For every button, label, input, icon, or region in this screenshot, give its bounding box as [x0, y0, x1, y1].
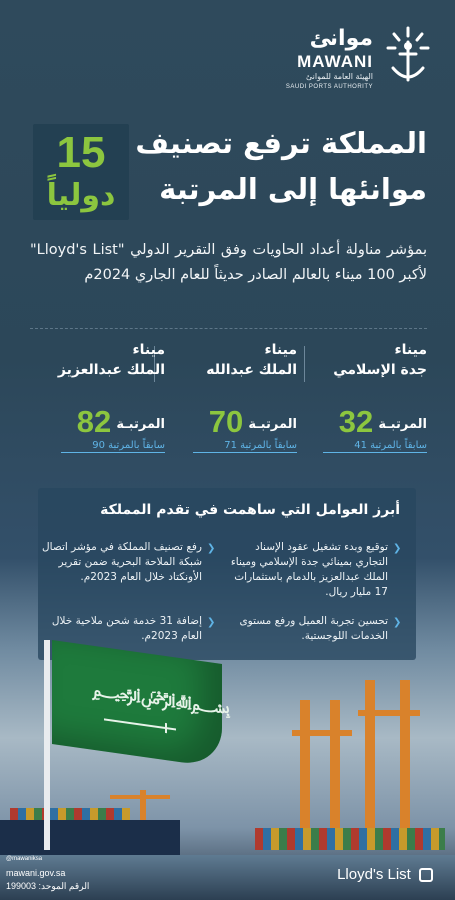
ship [0, 820, 180, 858]
rank-value: 70 [208, 404, 244, 439]
crane-beam [358, 710, 420, 716]
previous-rank: سابقاً بالمرتبة 71 [193, 440, 297, 453]
factors-title: أبرز العوامل التي ساهمت في تقدم المملكة [100, 502, 400, 518]
rank-word: دولياً [46, 178, 116, 213]
chevron-icon: ❯ [207, 617, 216, 628]
chevron-icon: ❯ [393, 617, 402, 628]
port-jeddah-name: ميناء جدة الإسلامي [333, 342, 427, 378]
factors-panel [38, 488, 416, 660]
logo-english: MAWANI [297, 52, 373, 71]
social-handle: @mawaniksa [6, 856, 43, 862]
unified-number: الرقم الموحد: 199003 [6, 881, 90, 891]
rank-label: المرتبـة [248, 417, 297, 432]
website-url[interactable]: mawani.gov.sa [6, 868, 66, 878]
mawani-logo [221, 24, 431, 94]
headline-line-2: موانئها إلى المرتبة [159, 172, 427, 206]
factor-item: تحسين تجربة العميل ورفع مستوى الخدمات اللوجستية. [239, 615, 388, 642]
port-king-abdulaziz-rank [35, 400, 165, 453]
source-name: Lloyd's List [337, 866, 411, 883]
port-king-abdullah-name: ميناء الملك عبدالله [206, 342, 297, 378]
logo-arabic: موانئ [309, 26, 373, 51]
rank-value: 82 [76, 404, 112, 439]
rank-value: 32 [338, 404, 374, 439]
crane-beam [292, 730, 352, 736]
chevron-icon: ❯ [393, 543, 402, 554]
container-stacks [255, 828, 445, 850]
rank-number: 15 [56, 128, 106, 177]
port-king-abdulaziz-name: ميناء الملك عبدالعزيز [57, 342, 165, 378]
crane [400, 680, 410, 850]
factor-item: توقيع وبدء تشغيل عقود الإسناد التجاري بمينائي جدة الإسلامي وميناء الملك عبدالعزيز بالدمام باستثمارات 17 مليار ريال. [230, 541, 388, 598]
port-king-abdullah-rank [167, 400, 297, 453]
rank-label: المرتبـة [116, 417, 165, 432]
lloyds-arrow-icon [419, 868, 433, 882]
rank-label: المرتبـة [378, 417, 427, 432]
headline-line-1: المملكة ترفع تصنيف [135, 126, 427, 160]
chevron-icon: ❯ [207, 543, 216, 554]
previous-rank: سابقاً بالمرتبة 90 [61, 440, 165, 453]
rank-badge [33, 124, 129, 220]
crane [365, 680, 375, 850]
factor-item: إضافة 31 خدمة شحن ملاحية خلال العام 2023م. [51, 615, 202, 642]
lloyds-list-logo [337, 866, 433, 883]
anchor-sun-icon [385, 24, 431, 88]
port-separator [304, 346, 305, 382]
flag-shahada-script: ﷽ [92, 678, 231, 720]
logo-subtitle-arabic: الهيئة العامة للموانئ [305, 72, 373, 81]
previous-rank: سابقاً بالمرتبة 41 [323, 440, 427, 453]
flag-pole [44, 640, 50, 850]
port-jeddah-rank [297, 400, 427, 453]
intro-paragraph: بمؤشر مناولة أعداد الحاويات وفق التقرير الدولي "Lloyd's List" لأكبر 100 ميناء بالعالم الصادر حديثاً للعام الجاري 2024م [30, 242, 427, 283]
factor-item: رفع تصنيف المملكة في مؤشر اتصال شبكة الملاحة البحرية ضمن تقرير الأونكتاد خلال العام 2023م. [42, 541, 202, 583]
crane-beam [110, 795, 170, 799]
logo-subtitle-english: SAUDI PORTS AUTHORITY [285, 84, 373, 90]
divider [30, 328, 427, 329]
